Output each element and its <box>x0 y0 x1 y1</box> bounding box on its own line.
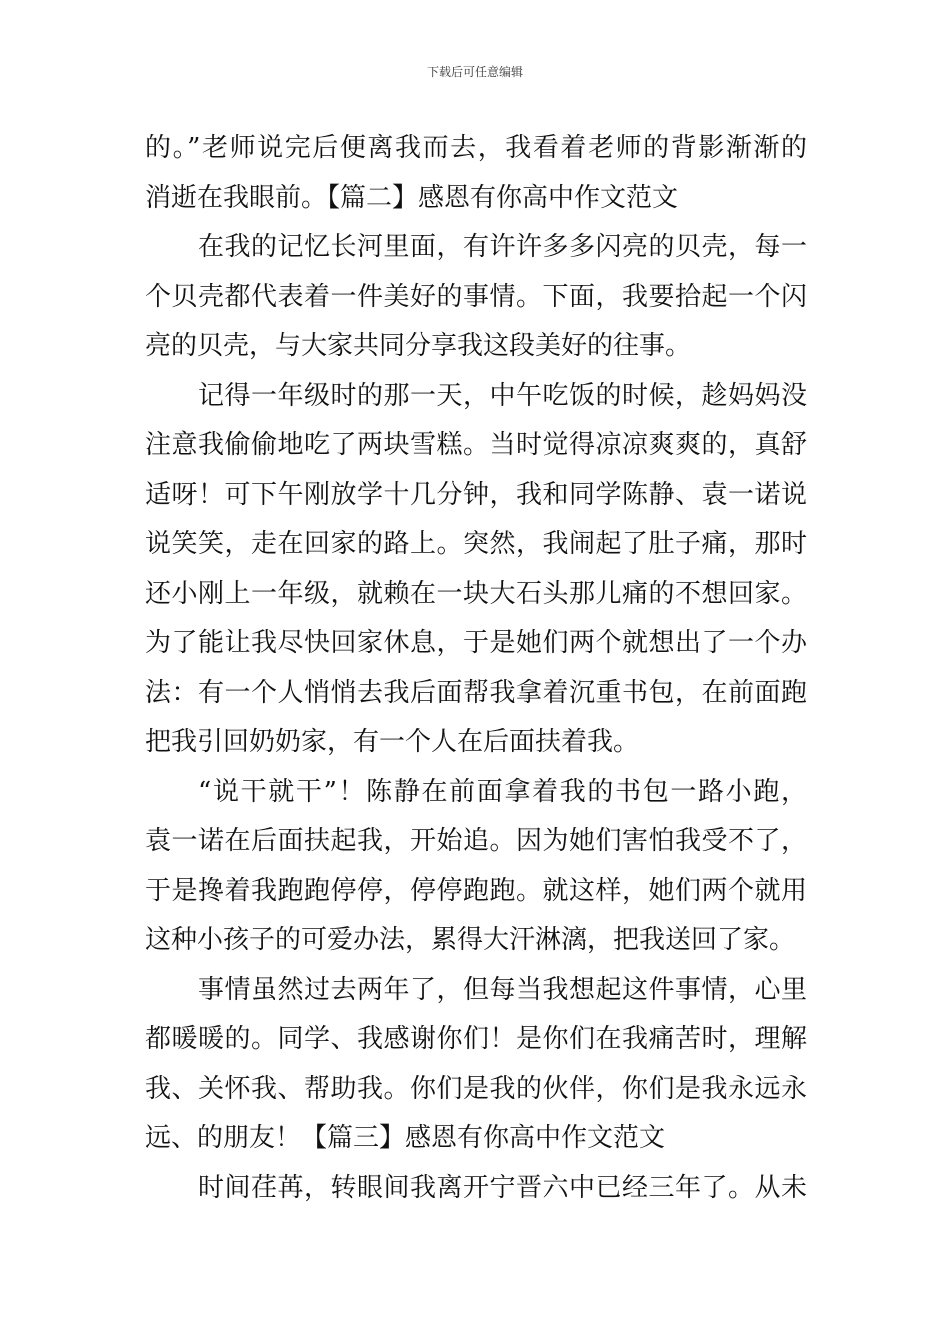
text-line: 这种小孩子的可爱办法，累得大汗淋漓，把我送回了家。 <box>145 925 796 955</box>
text-line: 为了能让我尽快回家休息，于是她们两个就想出了一个办 <box>145 628 807 658</box>
text-line: 事情虽然过去两年了，但每当我想起这件事情，心里 <box>198 974 807 1005</box>
text-line: 远、的朋友！【篇三】感恩有你高中作文范文 <box>145 1123 666 1153</box>
text-line: 都暖暖的。同学、我感谢你们！是你们在我痛苦时，理解 <box>145 1024 807 1054</box>
text-line: 亮的贝壳，与大家共同分享我这段美好的往事。 <box>145 331 692 361</box>
text-line: 于是搀着我跑跑停停，停停跑跑。就这样，她们两个就用 <box>145 875 807 906</box>
text-line: 记得一年级时的那一天，中午吃饭的时候，趁妈妈没 <box>198 380 807 411</box>
page-header: 下载后可任意编辑 <box>426 65 523 79</box>
essay-body <box>145 124 807 1213</box>
text-line: 把我引回奶奶家，有一个人在后面扶着我。 <box>145 727 640 757</box>
text-line: 的。”老师说完后便离我而去，我看着老师的背影渐渐的 <box>145 133 807 163</box>
text-line: 我、关怀我、帮助我。你们是我的伙伴，你们是我永远永 <box>145 1073 807 1104</box>
text-line: 适呀！可下午刚放学十几分钟，我和同学陈静、袁一诺说 <box>145 479 807 510</box>
text-line: 说笑笑，走在回家的路上。突然，我闹起了肚子痛，那时 <box>145 529 807 559</box>
text-line: 时间荏苒，转眼间我离开宁晋六中已经三年了。从未 <box>198 1172 807 1203</box>
text-line: 注意我偷偷地吃了两块雪糕。当时觉得凉凉爽爽的，真舒 <box>145 430 807 460</box>
text-line: 袁一诺在后面扶起我，开始追。因为她们害怕我受不了， <box>145 826 807 856</box>
text-line: 个贝壳都代表着一件美好的事情。下面，我要拾起一个闪 <box>145 281 807 312</box>
text-line: “说干就干”！陈静在前面拿着我的书包一路小跑， <box>198 776 807 807</box>
text-line: 法：有一个人悄悄去我后面帮我拿着沉重书包，在前面跑 <box>145 677 807 708</box>
text-line: 还小刚上一年级，就赖在一块大石头那儿痛的不想回家。 <box>145 578 807 609</box>
text-line: 在我的记忆长河里面，有许许多多闪亮的贝壳，每一 <box>198 232 807 262</box>
text-line: 消逝在我眼前。【篇二】感恩有你高中作文范文 <box>145 182 679 213</box>
